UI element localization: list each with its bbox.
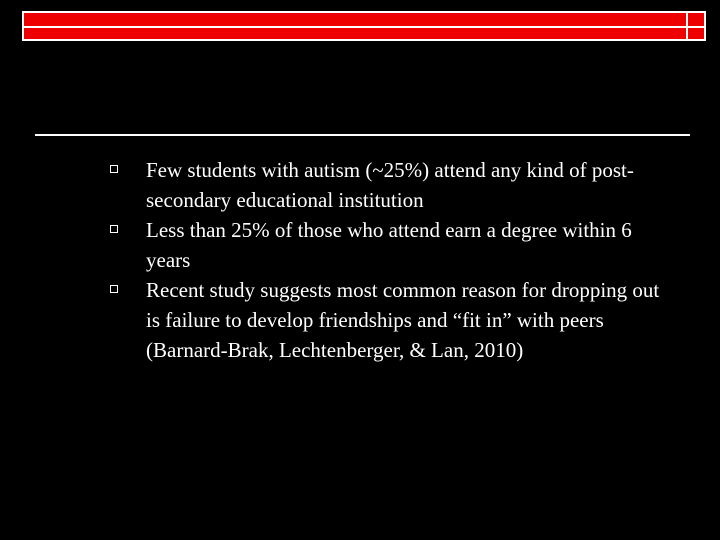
bullet-text: Less than 25% of those who attend earn a degree within 6 years xyxy=(146,218,632,272)
bullet-text: Recent study suggests most common reason for dropping out is failure to develop friendships and “fit in” with peers (Barnard-Brak, Lechtenberger, & Lan, 2010) xyxy=(146,278,660,362)
header-bar-horizontal-rule xyxy=(22,26,706,28)
hollow-square-bullet-icon xyxy=(110,165,118,173)
bullet-text: Few students with autism (~25%) attend any kind of post-secondary educational institution xyxy=(146,158,634,212)
bullet-item xyxy=(108,155,678,215)
title-divider-line xyxy=(35,134,690,136)
bullet-list xyxy=(108,155,678,365)
header-bar-vertical-rule xyxy=(686,11,688,41)
hollow-square-bullet-icon xyxy=(110,225,118,233)
decorative-header-bar xyxy=(22,11,706,41)
hollow-square-bullet-icon xyxy=(110,285,118,293)
bullet-item xyxy=(108,215,678,275)
bullet-item xyxy=(108,275,678,365)
